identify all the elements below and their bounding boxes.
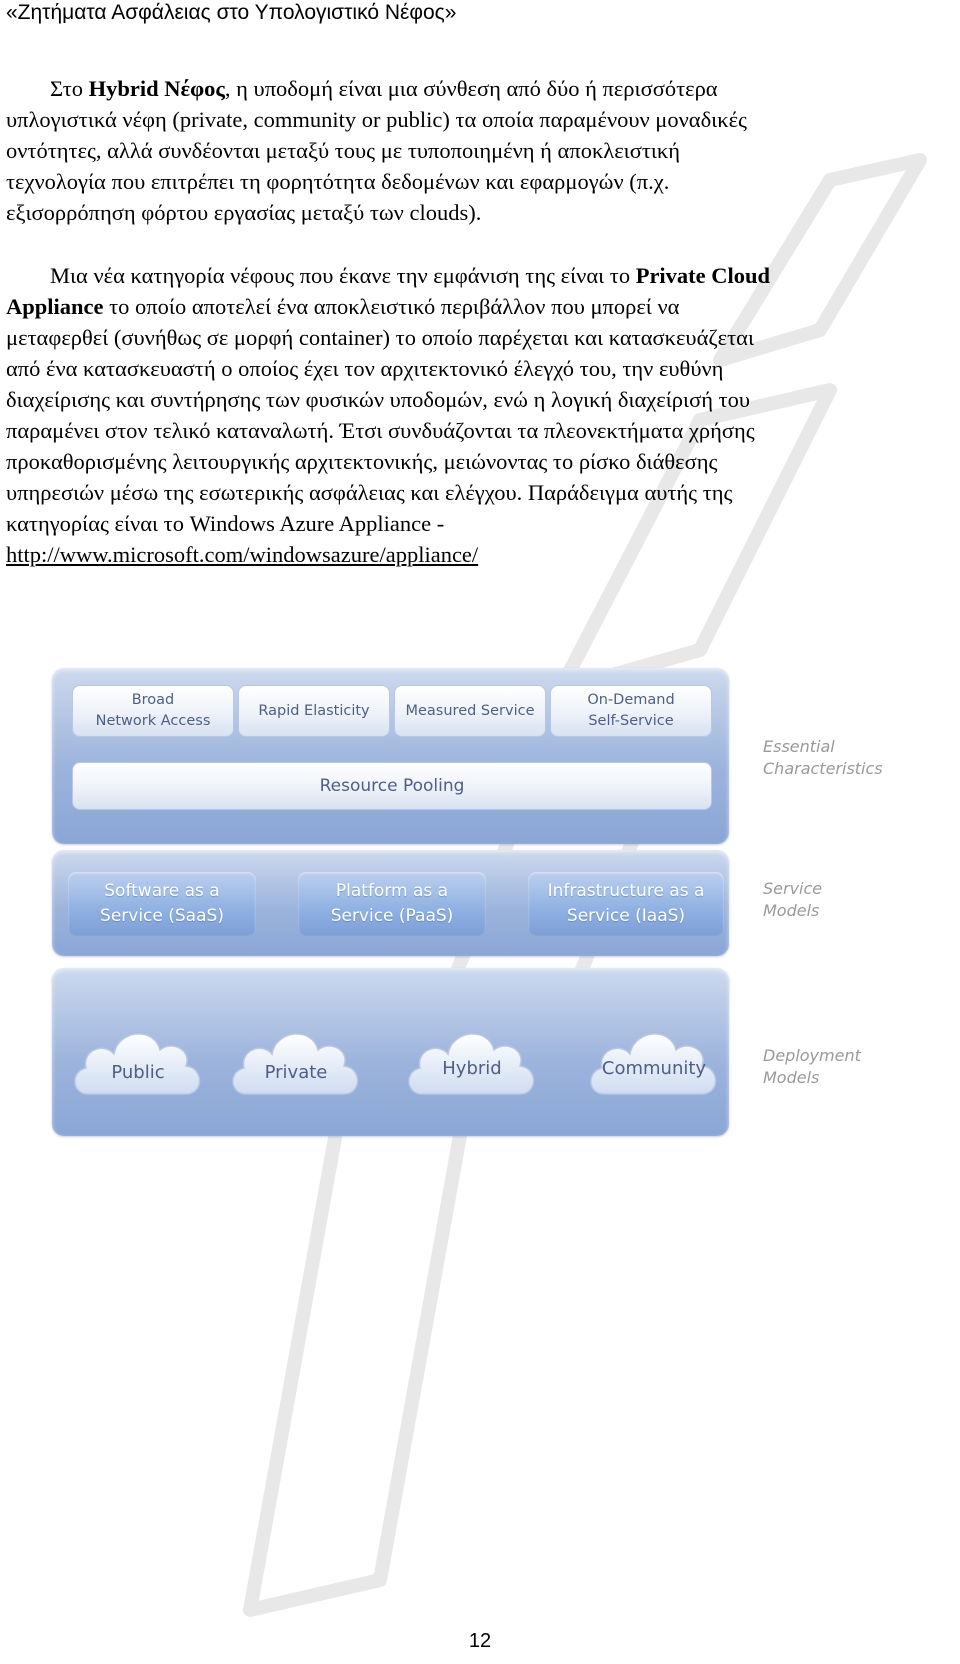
bold-term-hybrid: Hybrid Νέφος bbox=[88, 76, 225, 101]
deployment-public-cloud bbox=[68, 1010, 208, 1106]
bold-term-appliance: Appliance bbox=[6, 294, 104, 319]
deployment-private-cloud bbox=[226, 1010, 366, 1106]
paragraph-private-cloud-appliance: Μια νέα κατηγορία νέφους που έκανε την εμφάνιση της είναι το Private Cloud Appliance το οποίο αποτελεί ένα αποκλειστικό περιβάλλον που μπορεί να μεταφερθεί (συνήθως σε μορφή container) το οποίο παρέχεται και κατασκευάζεται από ένα κατασκευαστή ο οποίος έχει τον αρχιτεκτονικό έλεγχό του, την ευθύνη διαχείρισης και συντήρησης των φυσικών υποδομών, ενώ η λογική διαχείρισή του παραμένει στον τελικό καταναλωτή. Έτσι συνδυάζονται τα πλεονεκτήματα χρήσης προκαθορισμένης λειτουργικής αρχιτεκτονικής, μειώνοντας το ρίσκο διάθεσης υπηρεσιών μέσω της εσωτερικής ασφάλειας και ελέγχου. Παράδειγμα αυτής της κατηγορίας είναι το Windows Azure Appliance - http://www.microsoft.com/windowsazure/appliance/ bbox=[6, 263, 771, 567]
deployment-community-cloud bbox=[584, 1010, 724, 1106]
deployment-hybrid-cloud bbox=[402, 1010, 542, 1106]
label-deployment-models: Deployment Models bbox=[763, 1046, 861, 1087]
cloud-label: Private bbox=[264, 1062, 328, 1083]
characteristic-on-demand-self-service: On-Demand Self-Service bbox=[550, 685, 712, 737]
label-essential-characteristics: Essential Characteristics bbox=[763, 737, 883, 778]
cloud-label: Public bbox=[111, 1062, 165, 1083]
bold-term-private-cloud: Private Cloud bbox=[635, 263, 771, 288]
cloud-icon bbox=[226, 1010, 366, 1106]
paragraph-hybrid-cloud: Στο Hybrid Νέφος, η υποδομή είναι μια σύνθεση από δύο ή περισσότερα υπλογιστικά νέφη (private, community or public) τα οποία παραμένουν μοναδικές οντότητες, αλλά συνδέονται μεταξύ τους με τυποποιημένη ή αποκλειστική τεχνολογία που επιτρέπει τη φορητότητα δεδομένων και εφαρμογών (π.χ. εξισορρόπηση φόρτου εργασίας μεταξύ των clouds). bbox=[6, 76, 747, 225]
page-number: 12 bbox=[468, 1630, 492, 1652]
cloud-icon bbox=[68, 1010, 208, 1106]
service-model-iaas: Infrastructure as a Service (IaaS) bbox=[528, 872, 724, 936]
cloud-model-diagram bbox=[0, 640, 960, 1160]
service-model-paas: Platform as a Service (PaaS) bbox=[298, 872, 486, 936]
characteristic-rapid-elasticity: Rapid Elasticity bbox=[238, 685, 390, 737]
label-service-models: Service Models bbox=[763, 879, 823, 920]
characteristic-broad-network-access: Broad Network Access bbox=[72, 685, 234, 737]
characteristic-measured-service: Measured Service bbox=[394, 685, 546, 737]
resource-pooling: Resource Pooling bbox=[72, 762, 712, 810]
azure-appliance-link[interactable]: http://www.microsoft.com/windowsazure/appliance/ bbox=[6, 542, 479, 567]
page-header: «Ζητήματα Ασφάλειας στο Υπολογιστικό Νέφος» bbox=[6, 1, 457, 24]
cloud-label: Hybrid bbox=[442, 1058, 502, 1079]
service-model-saas: Software as a Service (SaaS) bbox=[68, 872, 256, 936]
cloud-label: Community bbox=[601, 1058, 707, 1079]
